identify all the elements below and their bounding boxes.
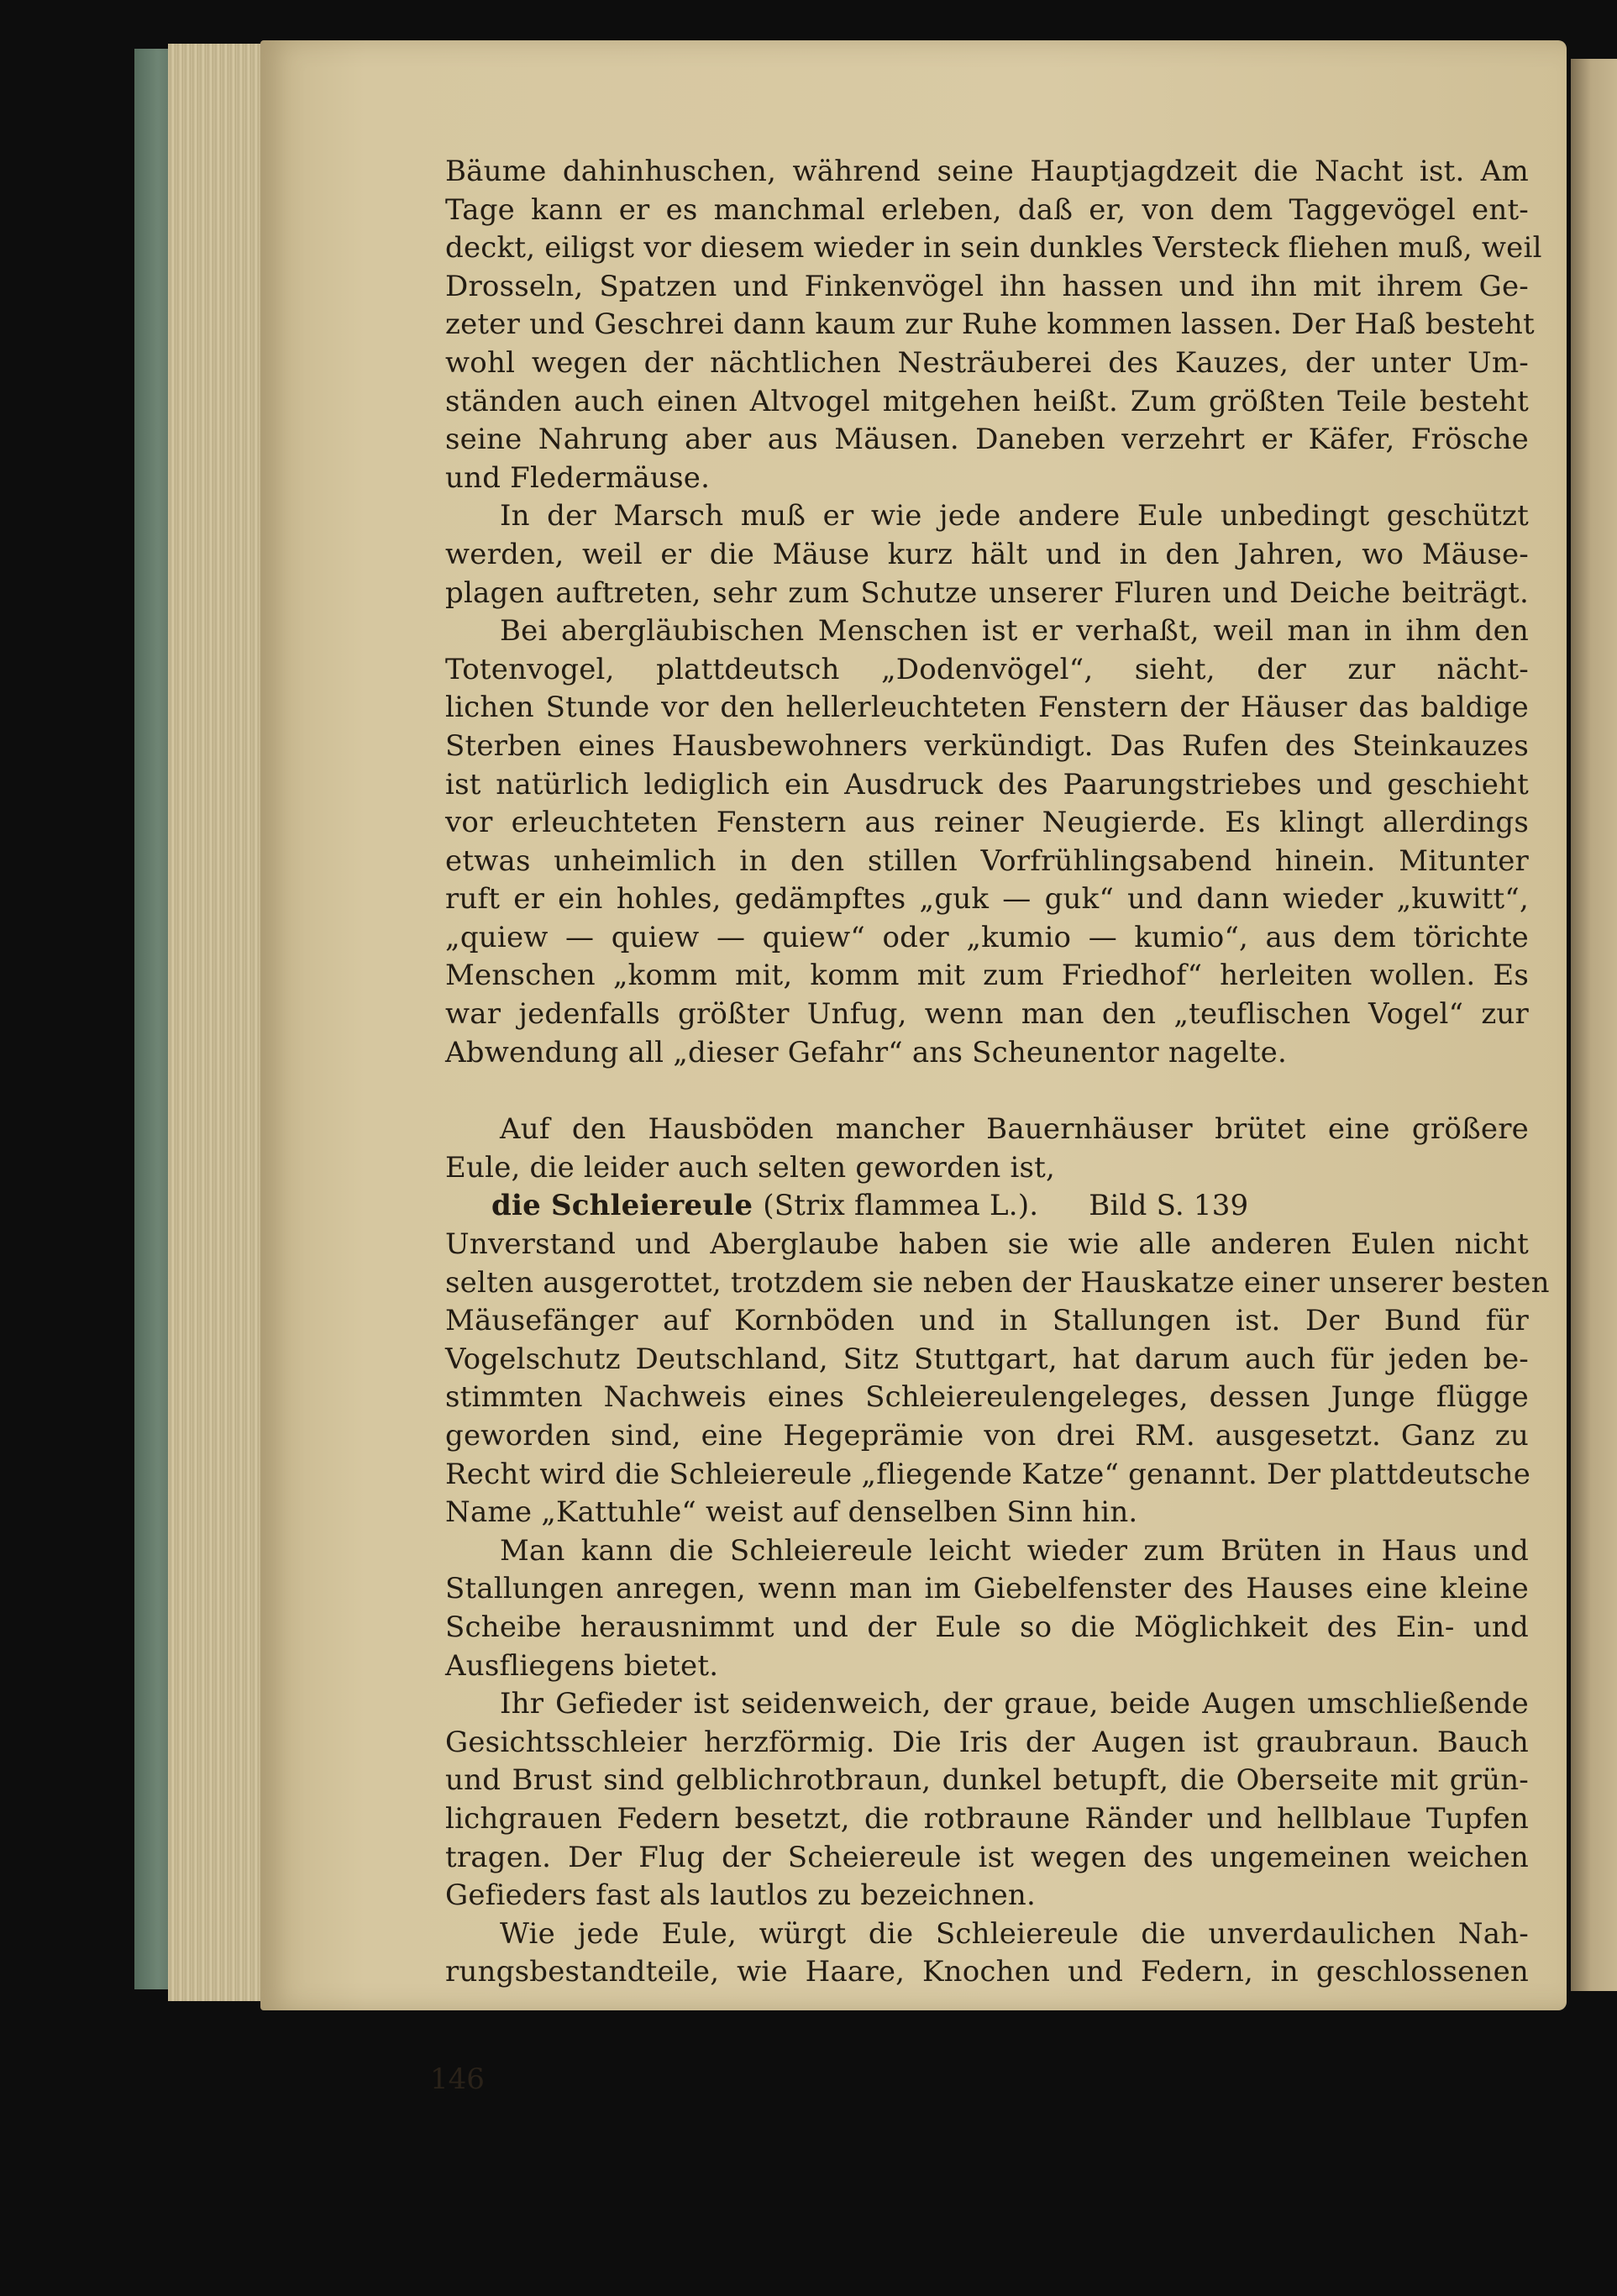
text-line: vor erleuchteten Fenstern aus reiner Neugierde. Es klingt allerdings [445, 806, 1529, 840]
text-line: „quiew — quiew — quiew“ oder „kumio — kumio“, aus dem törichte [445, 920, 1529, 954]
text-line: ruft er ein hohles, gedämpftes „guk — guk“ und dann wieder „kuwitt“, [445, 882, 1529, 917]
paragraph-first-line: Bei abergläubischen Menschen ist er verhaßt, weil man in ihm den [500, 614, 1529, 649]
text-line: und Fledermäuse. [445, 460, 711, 495]
text-line: Eule, die leider auch selten geworden ist, [445, 1150, 1056, 1185]
text-line: Totenvogel, plattdeutsch „Dodenvögel“, sieht, der zur nächt- [445, 652, 1529, 686]
text-line: war jedenfalls größter Unfug, wenn man den „teuflischen Vogel“ zur [445, 997, 1529, 1032]
paragraph-first-line: Wie jede Eule, würgt die Schleiereule die unverdaulichen Nah- [500, 1916, 1529, 1951]
text-line: Unverstand und Aberglaube haben sie wie alle anderen Eulen nicht [445, 1227, 1529, 1262]
text-line: etwas unheimlich in den stillen Vorfrühlingsabend hinein. Mitunter [445, 843, 1529, 878]
image-reference: Bild S. 139 [1089, 1189, 1249, 1223]
facing-page-edge [1571, 59, 1617, 1991]
text-line: Tage kann er es manchmal erleben, daß er, von dem Taggevögel ent- [445, 192, 1529, 227]
text-line: Gefieders fast als lautlos zu bezeichnen. [445, 1878, 1037, 1913]
text-line: Sterben eines Hausbewohners verkündigt. Das Rufen des Steinkauzes [445, 728, 1529, 763]
text-line: Stallungen anregen, wenn man im Giebelfenster des Hauses eine kleine [445, 1572, 1529, 1606]
text-line: lichen Stunde vor den hellerleuchteten Fenstern der Häuser das baldige [445, 691, 1529, 725]
text-line: Ausfliegens bietet. [445, 1648, 719, 1683]
text-line: Bäume dahinhuschen, während seine Hauptjagdzeit die Nacht ist. Am [445, 155, 1529, 188]
text-line: rungsbestandteile, wie Haare, Knochen und Federn, in geschlossenen [445, 1955, 1529, 1989]
paragraph-first-line: Man kann die Schleiereule leicht wieder zum Brüten in Haus und [500, 1533, 1529, 1568]
text-line: Menschen „komm mit, komm mit zum Friedhof“ herleiten wollen. Es [445, 959, 1529, 993]
text-line: Abwendung all „dieser Gefahr“ ans Scheunentor nagelte. [445, 1035, 1287, 1069]
section-gap [445, 1072, 1529, 1111]
species-name: die Schleiereule [491, 1189, 753, 1223]
text-line: Vogelschutz Deutschland, Sitz Stuttgart, hat darum auch für jeden be- [445, 1342, 1529, 1376]
species-heading [445, 1187, 1529, 1226]
text-line: stimmten Nachweis eines Schleiereulengeleges, dessen Junge flügge [445, 1380, 1529, 1415]
text-line: lichgrauen Federn besetzt, die rotbraune Ränder und hellblaue Tupfen [445, 1801, 1529, 1836]
text-line: Drosseln, Spatzen und Finkenvögel ihn hassen und ihn mit ihrem Ge- [445, 269, 1529, 303]
paragraph-first-line: In der Marsch muß er wie jede andere Eule unbedingt geschützt [500, 499, 1529, 533]
text-line: zeter und Geschrei dann kaum zur Ruhe kommen lassen. Der Haß besteht [445, 307, 1535, 342]
page-number: 146 [430, 2062, 485, 2096]
text-line: plagen auftreten, sehr zum Schutze unserer Fluren und Deiche beiträgt. [445, 575, 1529, 610]
text-line: werden, weil er die Mäuse kurz hält und in den Jahren, wo Mäuse- [445, 537, 1529, 571]
text-line: geworden sind, eine Hegeprämie von drei RM. ausgesetzt. Ganz zu [445, 1419, 1529, 1453]
text-line: Scheibe herausnimmt und der Eule so die Möglichkeit des Ein- und [445, 1610, 1529, 1644]
text-line: selten ausgerottet, trotzdem sie neben der Hauskatze einer unserer besten [445, 1265, 1550, 1300]
text-line: wohl wegen der nächtlichen Nesträuberei des Kauzes, der unter Um- [445, 345, 1529, 380]
text-line: Name „Kattuhle“ weist auf denselben Sinn hin. [445, 1495, 1138, 1530]
page-text [445, 153, 1550, 1992]
text-line: Gesichtsschleier herzförmig. Die Iris der Augen ist graubraun. Bauch [445, 1725, 1529, 1759]
text-line: ist natürlich lediglich ein Ausdruck des Paarungstriebes und geschieht [445, 767, 1529, 801]
text-line: und Brust sind gelblichrotbraun, dunkel betupft, die Oberseite mit grün- [445, 1763, 1529, 1798]
paragraph-first-line: Auf den Hausböden mancher Bauernhäuser brütet eine größere [500, 1112, 1529, 1147]
text-line: tragen. Der Flug der Scheiereule ist wegen des ungemeinen weichen [445, 1840, 1529, 1874]
text-line: Mäusefänger auf Kornböden und in Stallungen ist. Der Bund für [445, 1304, 1529, 1338]
text-line: Recht wird die Schleiereule „fliegende Katze“ genannt. Der plattdeutsche [445, 1457, 1531, 1491]
text-line: deckt, eiligst vor diesem wieder in sein dunkles Versteck fliehen muß, weil [445, 231, 1542, 265]
text-line: ständen auch einen Altvogel mitgehen heißt. Zum größten Teile besteht [445, 384, 1529, 418]
text-line: seine Nahrung aber aus Mäusen. Daneben verzehrt er Käfer, Frösche [445, 423, 1529, 457]
paragraph-first-line: Ihr Gefieder ist seidenweich, der graue, beide Augen umschließende [500, 1687, 1529, 1721]
species-latin-name: (Strix flammea L.). [763, 1189, 1039, 1223]
